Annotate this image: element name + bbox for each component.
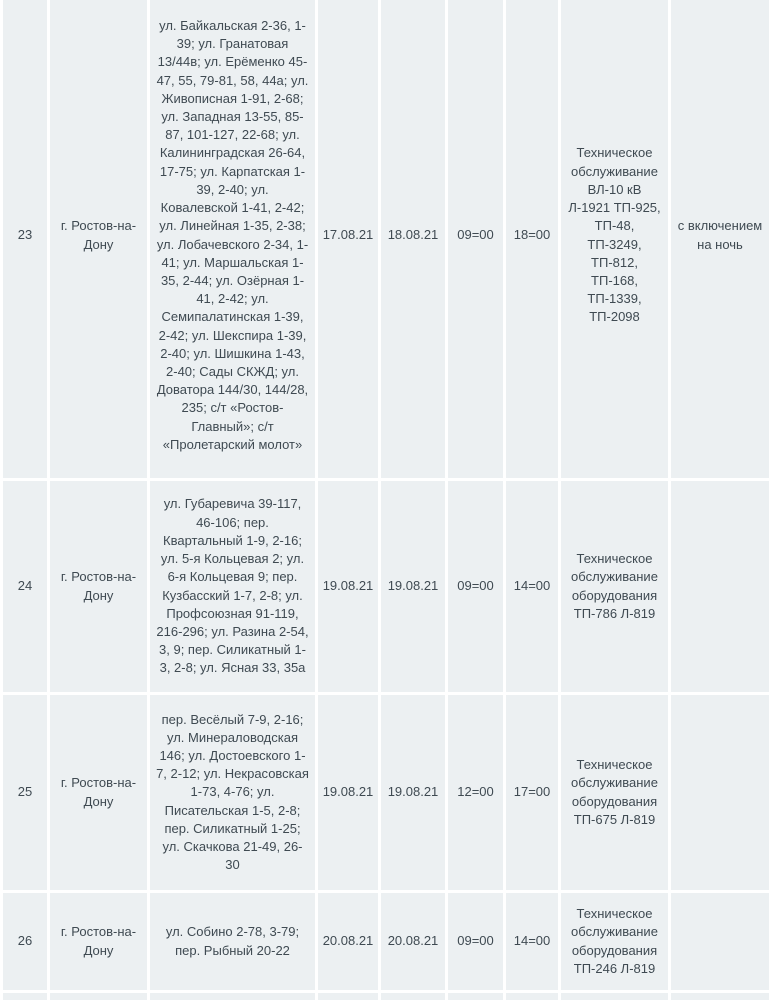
date-end-cell: 19.08.21 — [380, 694, 447, 892]
date-end-cell: 18.08.21 — [380, 0, 447, 480]
city-cell: г. Ростов-на-Дону — [49, 480, 149, 694]
table-row — [2, 480, 769, 694]
work-description-cell: Техническое обслуживание оборудования ТП-675 Л-819 — [560, 694, 670, 892]
date-start-cell — [317, 992, 380, 1000]
time-start-cell: 09=00 — [447, 0, 505, 480]
row-number: 24 — [2, 480, 49, 694]
note-cell — [670, 480, 769, 694]
address-cell: ул. Губаревича 39-117, 46-106; пер. Квартальный 1-9, 2-16; ул. 5-я Кольцевая 2; ул. 6-я Кольцевая 9; пер. Кузбасский 1-7, 2-8; ул. Профсоюзная 91-119, 216-296; ул. Разина 2-54, 3, 9; пер. Силикатный 1-3, 2-8; ул. Ясная 33, 35а — [149, 480, 317, 694]
address-cell: ул. Байкальская 2-36, 1-39; ул. Гранатовая 13/44в; ул. Ерёменко 45-47, 55, 79-81, 58, 44а; ул. Живописная 1-91, 2-68; ул. Западная 13-55, 85-87, 101-127, 22-68; ул. Калининградская 26-64, 17-75; ул. Карпатская 1-39, 2-40; ул. Ковалевской 1-41, 2-42; ул. Линейная 1-35, 2-38; ул. Лобачевского 2-34, 1-41; ул. Маршальская 1-35, 2-44; ул. Озёрная 1-41, 2-42; ул. Семипалатинская 1-39, 2-42; ул. Шекспира 1-39, 2-40; ул. Шишкина 1-43, 2-40; Сады СКЖД; ул. Доватора 144/30, 144/28, 235; с/т «Ростов-Главный»; с/т «Пролетарский молот» — [149, 0, 317, 480]
city-cell — [49, 992, 149, 1000]
time-start-cell: 12=00 — [447, 694, 505, 892]
table-row — [2, 992, 769, 1000]
time-end-cell: 14=00 — [505, 892, 560, 992]
address-cell: ул. Собино 2-78, 3-79; пер. Рыбный 20-22 — [149, 892, 317, 992]
address-cell — [149, 992, 317, 1000]
date-start-cell: 19.08.21 — [317, 694, 380, 892]
note-cell — [670, 892, 769, 992]
note-cell: с включением на ночь — [670, 0, 769, 480]
table-row — [2, 892, 769, 992]
table-row — [2, 0, 769, 480]
time-end-cell — [505, 992, 560, 1000]
date-start-cell: 19.08.21 — [317, 480, 380, 694]
address-cell: пер. Весёлый 7-9, 2-16; ул. Минераловодская 146; ул. Достоевского 1-7, 2-12; ул. Некрасовская 1-73, 4-76; ул. Писательская 1-5, 2-8; пер. Силикатный 1-25; ул. Скачкова 21-49, 26-30 — [149, 694, 317, 892]
note-cell — [670, 992, 769, 1000]
work-description-cell — [560, 992, 670, 1000]
date-end-cell: 19.08.21 — [380, 480, 447, 694]
city-cell: г. Ростов-на-Дону — [49, 0, 149, 480]
row-number — [2, 992, 49, 1000]
note-cell — [670, 694, 769, 892]
time-start-cell: 09=00 — [447, 892, 505, 992]
city-cell: г. Ростов-на-Дону — [49, 694, 149, 892]
date-end-cell — [380, 992, 447, 1000]
time-end-cell: 18=00 — [505, 0, 560, 480]
work-description-cell: Техническое обслуживание ВЛ-10 кВ Л-1921 ТП-925, ТП-48, ТП-3249, ТП-812, ТП-168, ТП-1339, ТП-2098 — [560, 0, 670, 480]
date-start-cell: 17.08.21 — [317, 0, 380, 480]
table-row — [2, 694, 769, 892]
time-start-cell: 09=00 — [447, 480, 505, 694]
date-start-cell: 20.08.21 — [317, 892, 380, 992]
row-number: 23 — [2, 0, 49, 480]
work-description-cell: Техническое обслуживание оборудования ТП-786 Л-819 — [560, 480, 670, 694]
date-end-cell: 20.08.21 — [380, 892, 447, 992]
city-cell: г. Ростов-на-Дону — [49, 892, 149, 992]
time-end-cell: 14=00 — [505, 480, 560, 694]
time-start-cell — [447, 992, 505, 1000]
time-end-cell: 17=00 — [505, 694, 560, 892]
row-number: 25 — [2, 694, 49, 892]
work-description-cell: Техническое обслуживание оборудования ТП-246 Л-819 — [560, 892, 670, 992]
row-number: 26 — [2, 892, 49, 992]
